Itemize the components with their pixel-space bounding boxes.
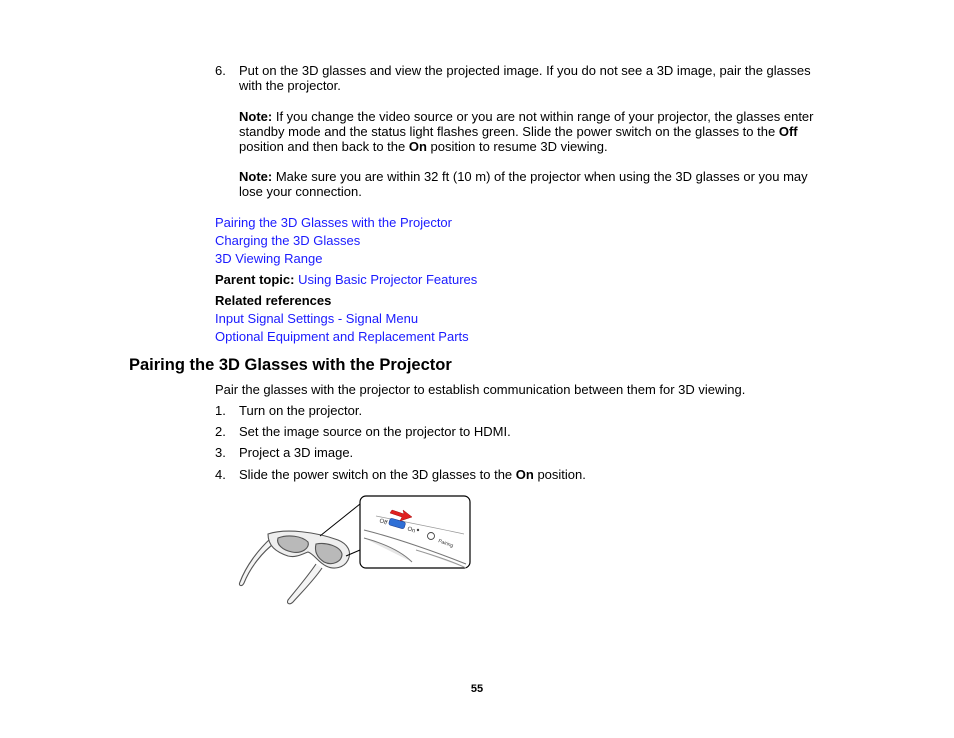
link-charging[interactable]: Charging the 3D Glasses [215,233,361,248]
parent-topic [215,272,477,287]
note-1-on: On [408,139,427,154]
section-heading: Pairing the 3D Glasses with the Projector [129,356,452,374]
note-1 [239,109,829,154]
note-2-text: Make sure you are within 32 ft (10 m) of the projector when using the 3D glasses or you may lose your connection. [239,169,808,199]
step-1-number: 1. [215,403,226,418]
parent-topic-label: Parent topic: [215,272,295,287]
switch-off-label: Off [378,518,388,527]
step-3-number: 3. [215,445,226,460]
step-4-text-a: Slide the power switch on the 3D glasses to the [239,467,516,482]
related-references-label: Related references [215,293,332,308]
note-2 [239,169,829,199]
link-input-signal-settings[interactable]: Input Signal Settings - Signal Menu [215,311,419,326]
glasses-drawing [239,531,349,604]
step-4-text-b: position. [533,467,586,482]
link-optional-equipment[interactable]: Optional Equipment and Replacement Parts [215,329,469,344]
glasses-illustration [236,494,472,608]
switch-on-label: On [406,526,416,535]
step-1-text: Turn on the projector. [239,403,363,418]
note-1-label: Note: [239,109,273,124]
note-1-off: Off [778,124,798,139]
step-6-text: Put on the 3D glasses and view the projected image. If you do not see a 3D image, pair the glasses with the projector. [239,63,811,93]
step-4-number: 4. [215,467,226,482]
note-1-text-a: If you change the video source or you are not within range of your projector, the glasses enter standby mode and the status light flashes green. Slide the power switch on the glasses to the [239,109,814,139]
link-viewing-range[interactable]: 3D Viewing Range [215,251,323,266]
step-4-text [239,467,829,482]
note-2-label: Note: [239,169,273,184]
callout-line-top [320,504,360,536]
section-intro: Pair the glasses with the projector to establish communication between them for 3D viewing. [215,382,746,397]
note-1-text-c: position to resume 3D viewing. [426,139,608,154]
step-4-bold-on: On [515,467,534,482]
step-2-text: Set the image source on the projector to HDMI. [239,424,511,439]
note-1-text-b: position and then back to the [239,139,409,154]
pairing-label: Pairing [437,538,455,550]
step-3-text: Project a 3D image. [239,445,354,460]
link-pairing[interactable]: Pairing the 3D Glasses with the Projector [215,215,452,230]
parent-topic-link[interactable]: Using Basic Projector Features [298,272,478,287]
status-light-icon [417,529,419,531]
step-6-number: 6. [215,63,226,78]
step-2-number: 2. [215,424,226,439]
page-number: 55 [470,683,484,695]
